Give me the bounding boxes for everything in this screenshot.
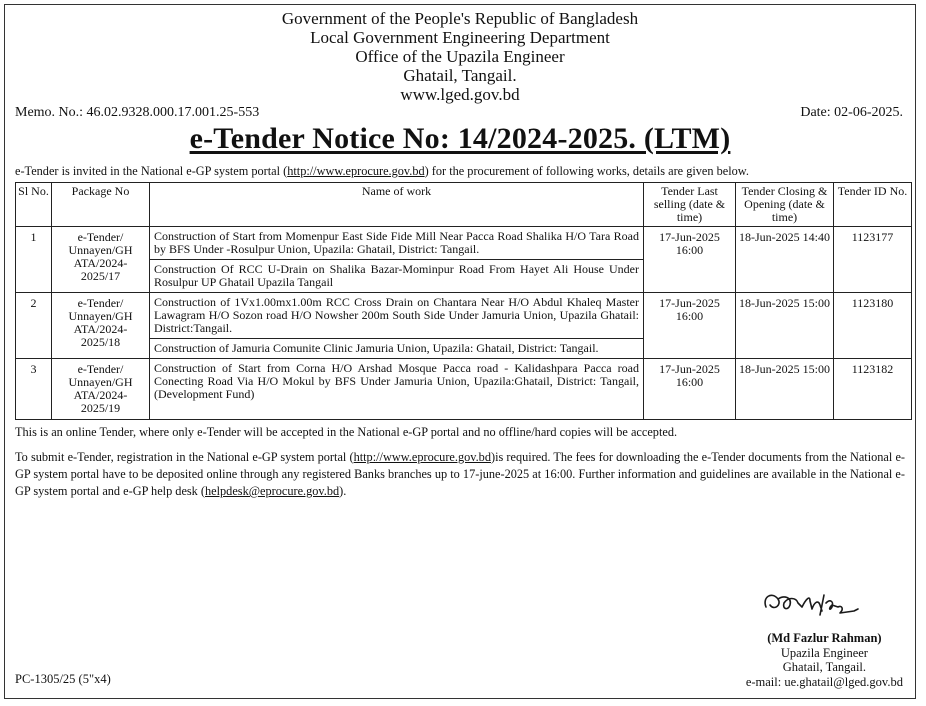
- tender-id-cell: 1123180: [834, 293, 912, 359]
- work-cell: Construction Of RCC U-Drain on Shalika Bazar-Mominpur Road From Hayet Ali House Under Rosulpur UP Ghatail Upazila Tangail: [150, 260, 644, 293]
- handwritten-signature: [758, 585, 868, 625]
- selling-cell: 17-Jun-2025 16:00: [644, 293, 736, 359]
- closing-cell: 18-Jun-2025 15:00: [736, 359, 834, 420]
- intro-before: e-Tender is invited in the National e-GP system portal (: [15, 164, 288, 178]
- notice-date: Date: 02-06-2025.: [800, 105, 903, 120]
- table-row: [16, 227, 912, 260]
- signatory-block: [746, 631, 903, 689]
- signatory-name: (Md Fazlur Rahman): [767, 631, 882, 645]
- submit-text-1: To submit e-Tender, registration in the National e-GP system portal (: [15, 450, 354, 464]
- intro-text: [15, 164, 915, 179]
- sl-cell: 1: [16, 227, 52, 293]
- tender-id-cell: 1123177: [834, 227, 912, 293]
- memo-row: [5, 105, 915, 125]
- col-header-sl: Sl No.: [16, 183, 52, 227]
- department-line: Local Government Engineering Department: [310, 28, 610, 47]
- work-cell: Construction of Start from Corna H/O Arshad Mosque Pacca road - Kalidashpara Pacca road Conecting Road Via H/O Mokul by BFS Under Jamuria Union, Upazila:Ghatail, District: Tangail, (Development Fund): [150, 359, 644, 420]
- sl-cell: 2: [16, 293, 52, 359]
- col-header-name: Name of work: [150, 183, 644, 227]
- website-line: www.lged.gov.bd: [400, 85, 520, 104]
- submit-text-2: )is required. The fees for downloading the e-Tender documents from the National e-GP system portal have to be deposited online through any registered Banks branches up to 17-june-2025 at 16:00. Further information and guidelines are available in the National e-GP system portal and e-GP help desk (: [15, 450, 906, 498]
- pc-reference: PC-1305/25 (5"x4): [15, 672, 111, 686]
- closing-cell: 18-Jun-2025 15:00: [736, 293, 834, 359]
- intro-after: ) for the procurement of following works, details are given below.: [424, 164, 749, 178]
- memo-number: Memo. No.: 46.02.9328.000.17.001.25-553: [15, 105, 260, 120]
- package-cell: e-Tender/ Unnayen/GH ATA/2024-2025/17: [52, 227, 150, 293]
- signatory-office: Ghatail, Tangail.: [782, 660, 867, 674]
- tender-id-cell: 1123182: [834, 359, 912, 420]
- tender-table: [15, 182, 912, 420]
- tender-notice-page: [4, 4, 916, 699]
- selling-cell: 17-Jun-2025 16:00: [644, 359, 736, 420]
- col-header-closing: Tender Closing & Opening (date & time): [736, 183, 834, 227]
- letterhead: [5, 9, 915, 104]
- table-header-row: [16, 183, 912, 227]
- work-cell: Construction of Jamuria Comunite Clinic Jamuria Union, Upazila: Ghatail, District: Tangail.: [150, 339, 644, 359]
- col-header-package: Package No: [52, 183, 150, 227]
- table-row: [16, 293, 912, 339]
- closing-cell: 18-Jun-2025 14:40: [736, 227, 834, 293]
- eprocure-link[interactable]: http://www.eprocure.gov.bd: [353, 450, 491, 464]
- location-line: Ghatail, Tangail.: [403, 66, 517, 85]
- col-header-id: Tender ID No.: [834, 183, 912, 227]
- notice-title: e-Tender Notice No: 14/2024-2025. (LTM): [189, 122, 731, 155]
- package-cell: e-Tender/ Unnayen/GH ATA/2024-2025/19: [52, 359, 150, 420]
- submit-text-3: ).: [339, 484, 347, 498]
- signatory-email: e-mail: ue.ghatail@lged.gov.bd: [745, 674, 903, 689]
- work-cell: Construction of 1Vx1.00mx1.00m RCC Cross Drain on Chantara Near H/O Abdul Khaleq Master Lawagram H/O Sozon road H/O Nowsher 200m South Side Under Jamuria Union, Upazila Ghatail: District:Tangail.: [150, 293, 644, 339]
- col-header-selling: Tender Last selling (date & time): [644, 183, 736, 227]
- office-line: Office of the Upazila Engineer: [355, 47, 565, 66]
- submission-instructions: [15, 449, 905, 500]
- work-cell: Construction of Start from Momenpur East Side Fide Mill Near Pacca Road Shalika H/O Tara Road by BFS Under -Rosulpur Union, Upazila: Ghatail, District: Tangail.: [150, 227, 644, 260]
- online-tender-note: This is an online Tender, where only e-Tender will be accepted in the National e-GP portal and no offline/hard copies will be accepted.: [15, 425, 678, 439]
- package-cell: e-Tender/ Unnayen/GH ATA/2024-2025/18: [52, 293, 150, 359]
- eprocure-link[interactable]: http://www.eprocure.gov.bd: [287, 164, 425, 178]
- table-row: [16, 359, 912, 420]
- selling-cell: 17-Jun-2025 16:00: [644, 227, 736, 293]
- signatory-designation: Upazila Engineer: [780, 645, 868, 660]
- helpdesk-email-link[interactable]: helpdesk@eprocure.gov.bd: [205, 484, 340, 498]
- govt-line: Government of the People's Republic of Bangladesh: [281, 9, 639, 28]
- sl-cell: 3: [16, 359, 52, 420]
